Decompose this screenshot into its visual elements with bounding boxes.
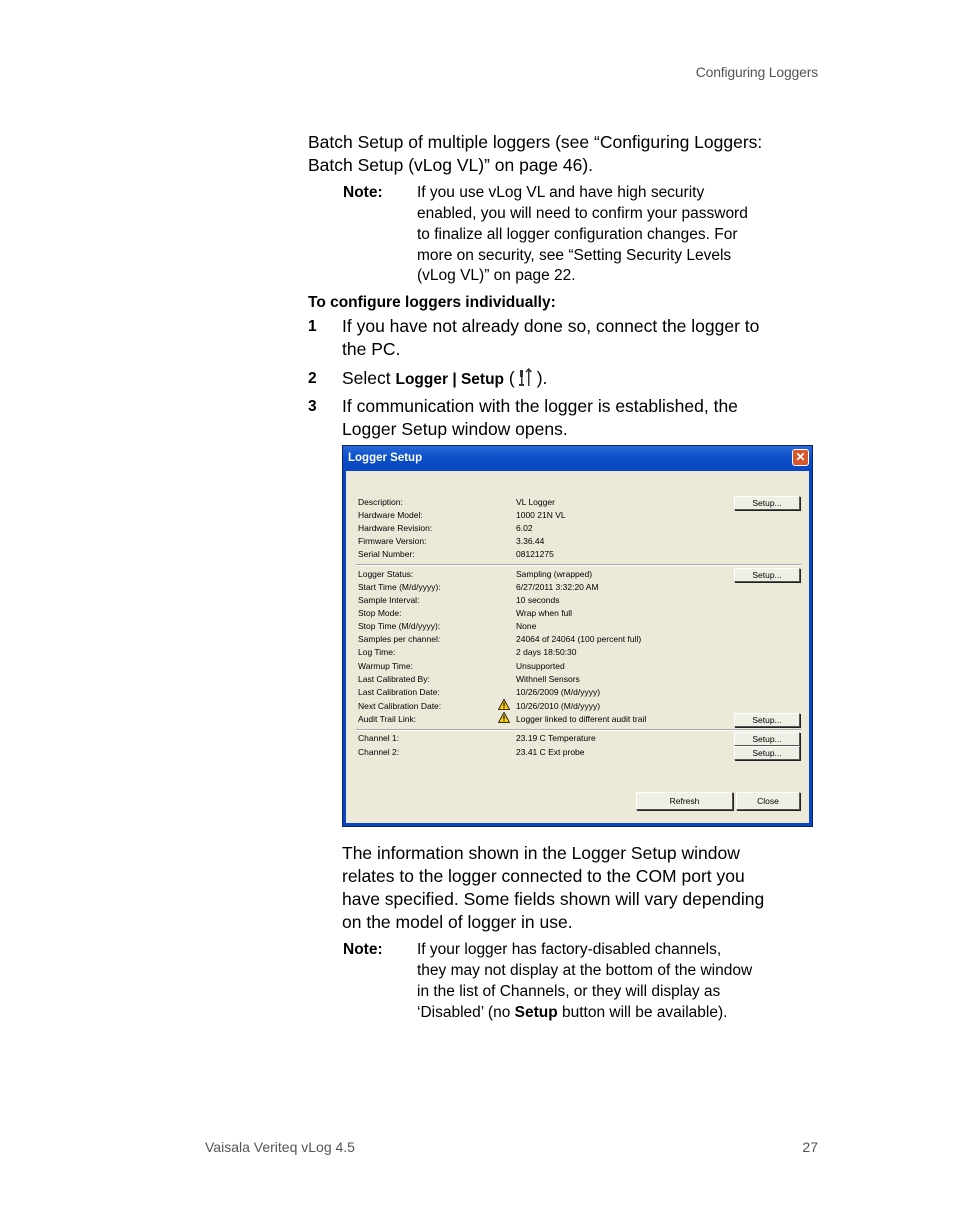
field-label: Audit Trail Link:: [358, 714, 417, 724]
field-label: Channel 2:: [358, 747, 400, 757]
section-divider: [356, 564, 801, 566]
field-value: 10/26/2010 (M/d/yyyy): [516, 701, 601, 711]
running-head: Configuring Loggers: [695, 64, 818, 80]
step-2-prefix: Select: [342, 368, 396, 388]
field-value: 23.19 C Temperature: [516, 733, 596, 743]
step-number: 2: [308, 370, 317, 387]
note-2-suffix: button will be available).: [557, 1004, 728, 1021]
field-label: Last Calibrated By:: [358, 674, 430, 684]
note-1-line: If you use vLog VL and have high security: [417, 184, 705, 201]
paren-close: ).: [536, 368, 548, 388]
logger-setup-dialog: [342, 445, 813, 827]
intro-line-2: Batch Setup (vLog VL)” on page 46).: [308, 155, 594, 175]
field-value: 08121275: [516, 549, 554, 559]
note-1-line: more on security, see “Setting Security Levels: [417, 247, 732, 264]
section-divider: [356, 729, 801, 731]
note-1-line: to finalize all logger configuration changes. For: [417, 226, 738, 243]
procedure-heading: To configure loggers individually:: [308, 294, 556, 311]
dialog-border-right: [809, 471, 812, 826]
field-label: Firmware Version:: [358, 536, 427, 546]
after-line: relates to the logger connected to the COM port you: [342, 866, 745, 886]
field-value: 23.41 C Ext probe: [516, 747, 585, 757]
field-label: Stop Time (M/d/yyyy):: [358, 621, 441, 631]
close-icon[interactable]: ✕: [792, 449, 809, 466]
footer-product: Vaisala Veriteq vLog 4.5: [205, 1139, 355, 1155]
note-2-last-line: [417, 1003, 727, 1024]
field-label: Sample Interval:: [358, 595, 420, 605]
note-label: Note:: [343, 941, 383, 958]
field-label: Logger Status:: [358, 569, 414, 579]
field-label: Start Time (M/d/yyyy):: [358, 582, 441, 592]
after-line: have specified. Some fields shown will vary depending: [342, 889, 765, 909]
step-number: 3: [308, 398, 317, 415]
note-1-line: enabled, you will need to confirm your password: [417, 205, 748, 222]
field-label: Samples per channel:: [358, 634, 441, 644]
field-value: Unsupported: [516, 661, 565, 671]
dialog-title-bar: [343, 446, 812, 471]
field-value: 10 seconds: [516, 595, 560, 605]
field-value: 6.02: [516, 523, 533, 533]
field-label: Hardware Revision:: [358, 523, 433, 533]
after-line: The information shown in the Logger Setup window: [342, 843, 740, 863]
note-2-line: they may not display at the bottom of the window: [417, 962, 753, 979]
warning-icon: [498, 712, 510, 723]
field-value: Sampling (wrapped): [516, 569, 593, 579]
step-2-text: [342, 367, 547, 391]
dialog-title: Logger Setup: [348, 452, 423, 464]
refresh-button[interactable]: Refresh: [636, 792, 733, 810]
page-number: 27: [802, 1139, 818, 1155]
field-value: None: [516, 621, 537, 631]
note-2-setup: Setup: [514, 1004, 558, 1021]
field-label: Description:: [358, 497, 403, 507]
close-button[interactable]: Close: [736, 792, 800, 810]
field-value: 3.36.44: [516, 536, 545, 546]
field-value: 10/26/2009 (M/d/yyyy): [516, 687, 601, 697]
field-value: 2 days 18:50:30: [516, 647, 577, 657]
field-label: Warmup Time:: [358, 661, 413, 671]
field-label: Next Calibration Date:: [358, 701, 442, 711]
step-3-line: If communication with the logger is established, the: [342, 396, 738, 416]
field-label: Last Calibration Date:: [358, 687, 440, 697]
field-value: VL Logger: [516, 497, 555, 507]
menu-path: Logger | Setup: [395, 371, 505, 388]
note-label: Note:: [343, 184, 383, 201]
warning-icon: [498, 699, 510, 710]
step-number: 1: [308, 318, 317, 335]
channel-2-setup-button[interactable]: Setup...: [734, 746, 800, 760]
device-setup-button[interactable]: Setup...: [734, 496, 800, 510]
field-value: 6/27/2011 3:32:20 AM: [516, 582, 599, 592]
intro-line-1: Batch Setup of multiple loggers (see “Configuring Loggers:: [308, 132, 763, 152]
audit-trail-setup-button[interactable]: Setup...: [734, 713, 800, 727]
channel-1-setup-button[interactable]: Setup...: [734, 732, 800, 746]
note-1-line: (vLog VL)” on page 22.: [417, 267, 576, 284]
field-label: Channel 1:: [358, 733, 400, 743]
field-value: Withnell Sensors: [516, 674, 580, 684]
note-2-line: If your logger has factory-disabled channels,: [417, 941, 722, 958]
field-label: Log Time:: [358, 647, 396, 657]
note-2-line: in the list of Channels, or they will display as: [417, 983, 721, 1000]
field-label: Stop Mode:: [358, 608, 402, 618]
dialog-border-bottom: [343, 823, 812, 826]
after-line: on the model of logger in use.: [342, 912, 573, 932]
field-label: Hardware Model:: [358, 510, 423, 520]
field-value: 24064 of 24064 (100 percent full): [516, 634, 642, 644]
field-label: Serial Number:: [358, 549, 415, 559]
note-2-prefix: ‘Disabled’ (no: [417, 1004, 515, 1021]
setup-tools-icon: [516, 368, 536, 388]
step-1-line: the PC.: [342, 339, 401, 359]
sampling-setup-button[interactable]: Setup...: [734, 568, 800, 582]
field-value: 1000 21N VL: [516, 510, 566, 520]
field-value: Logger linked to different audit trail: [516, 714, 647, 724]
step-3-line: Logger Setup window opens.: [342, 419, 568, 439]
dialog-border-left: [343, 471, 346, 826]
field-value: Wrap when full: [516, 608, 573, 618]
paren-open: (: [504, 368, 515, 388]
step-1-line: If you have not already done so, connect the logger to: [342, 316, 760, 336]
